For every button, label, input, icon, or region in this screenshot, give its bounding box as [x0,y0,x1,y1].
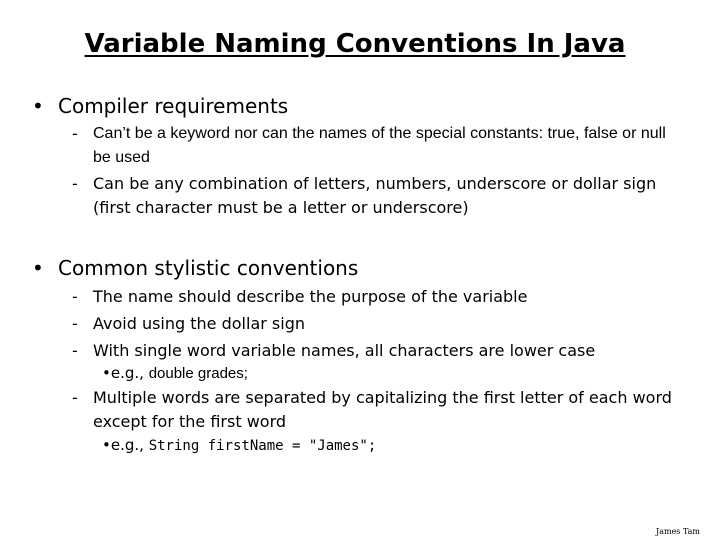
list-item-avoid-dollar [72,312,672,336]
bullet-dot-icon: • [102,364,111,382]
list-item-characters-rule [72,172,672,220]
list-item-text: Can’t be a keyword nor can the names of the special constants: true, false or null be used [93,125,666,166]
bullet-dot-icon: • [32,256,44,280]
list-item-text: With single word variable names, all characters are lower case [93,341,596,360]
bullet-label: Compiler requirements [58,94,289,118]
bullet-label: Common stylistic conventions [58,256,359,280]
list-item-text: Can be any combination of letters, numbers, underscore or dollar sign (first character must be a letter or underscore) [93,174,657,217]
footer-author: James Tam [656,527,701,536]
example-code: String firstName = "James"; [148,438,377,454]
example-multiple-words [102,436,376,454]
list-item-multiple-words [72,386,672,434]
example-code: double grades; [148,365,248,382]
bullet-dot-icon: • [32,94,44,118]
bullet-dot-icon: • [102,436,111,454]
list-item-single-word [72,339,672,363]
example-prefix: e.g., [110,436,149,454]
dash-icon: - [72,388,78,407]
dash-icon: - [72,124,78,143]
dash-icon: - [72,314,78,333]
dash-icon: - [72,341,78,360]
example-single-word [102,364,248,382]
list-item-text: Avoid using the dollar sign [93,314,305,333]
example-prefix: e.g., [110,364,149,382]
dash-icon: - [72,287,78,306]
bullet-stylistic-conventions [32,256,358,280]
list-item-describe-purpose [72,285,672,309]
list-item-text: The name should describe the purpose of the variable [93,287,528,306]
list-item-text: Multiple words are separated by capitalizing the first letter of each word except for the first word [93,388,672,431]
bullet-compiler-requirements [32,94,288,118]
dash-icon: - [72,174,78,193]
slide-title: Variable Naming Conventions In Java [84,29,626,59]
list-item-keyword-rule [72,122,672,170]
